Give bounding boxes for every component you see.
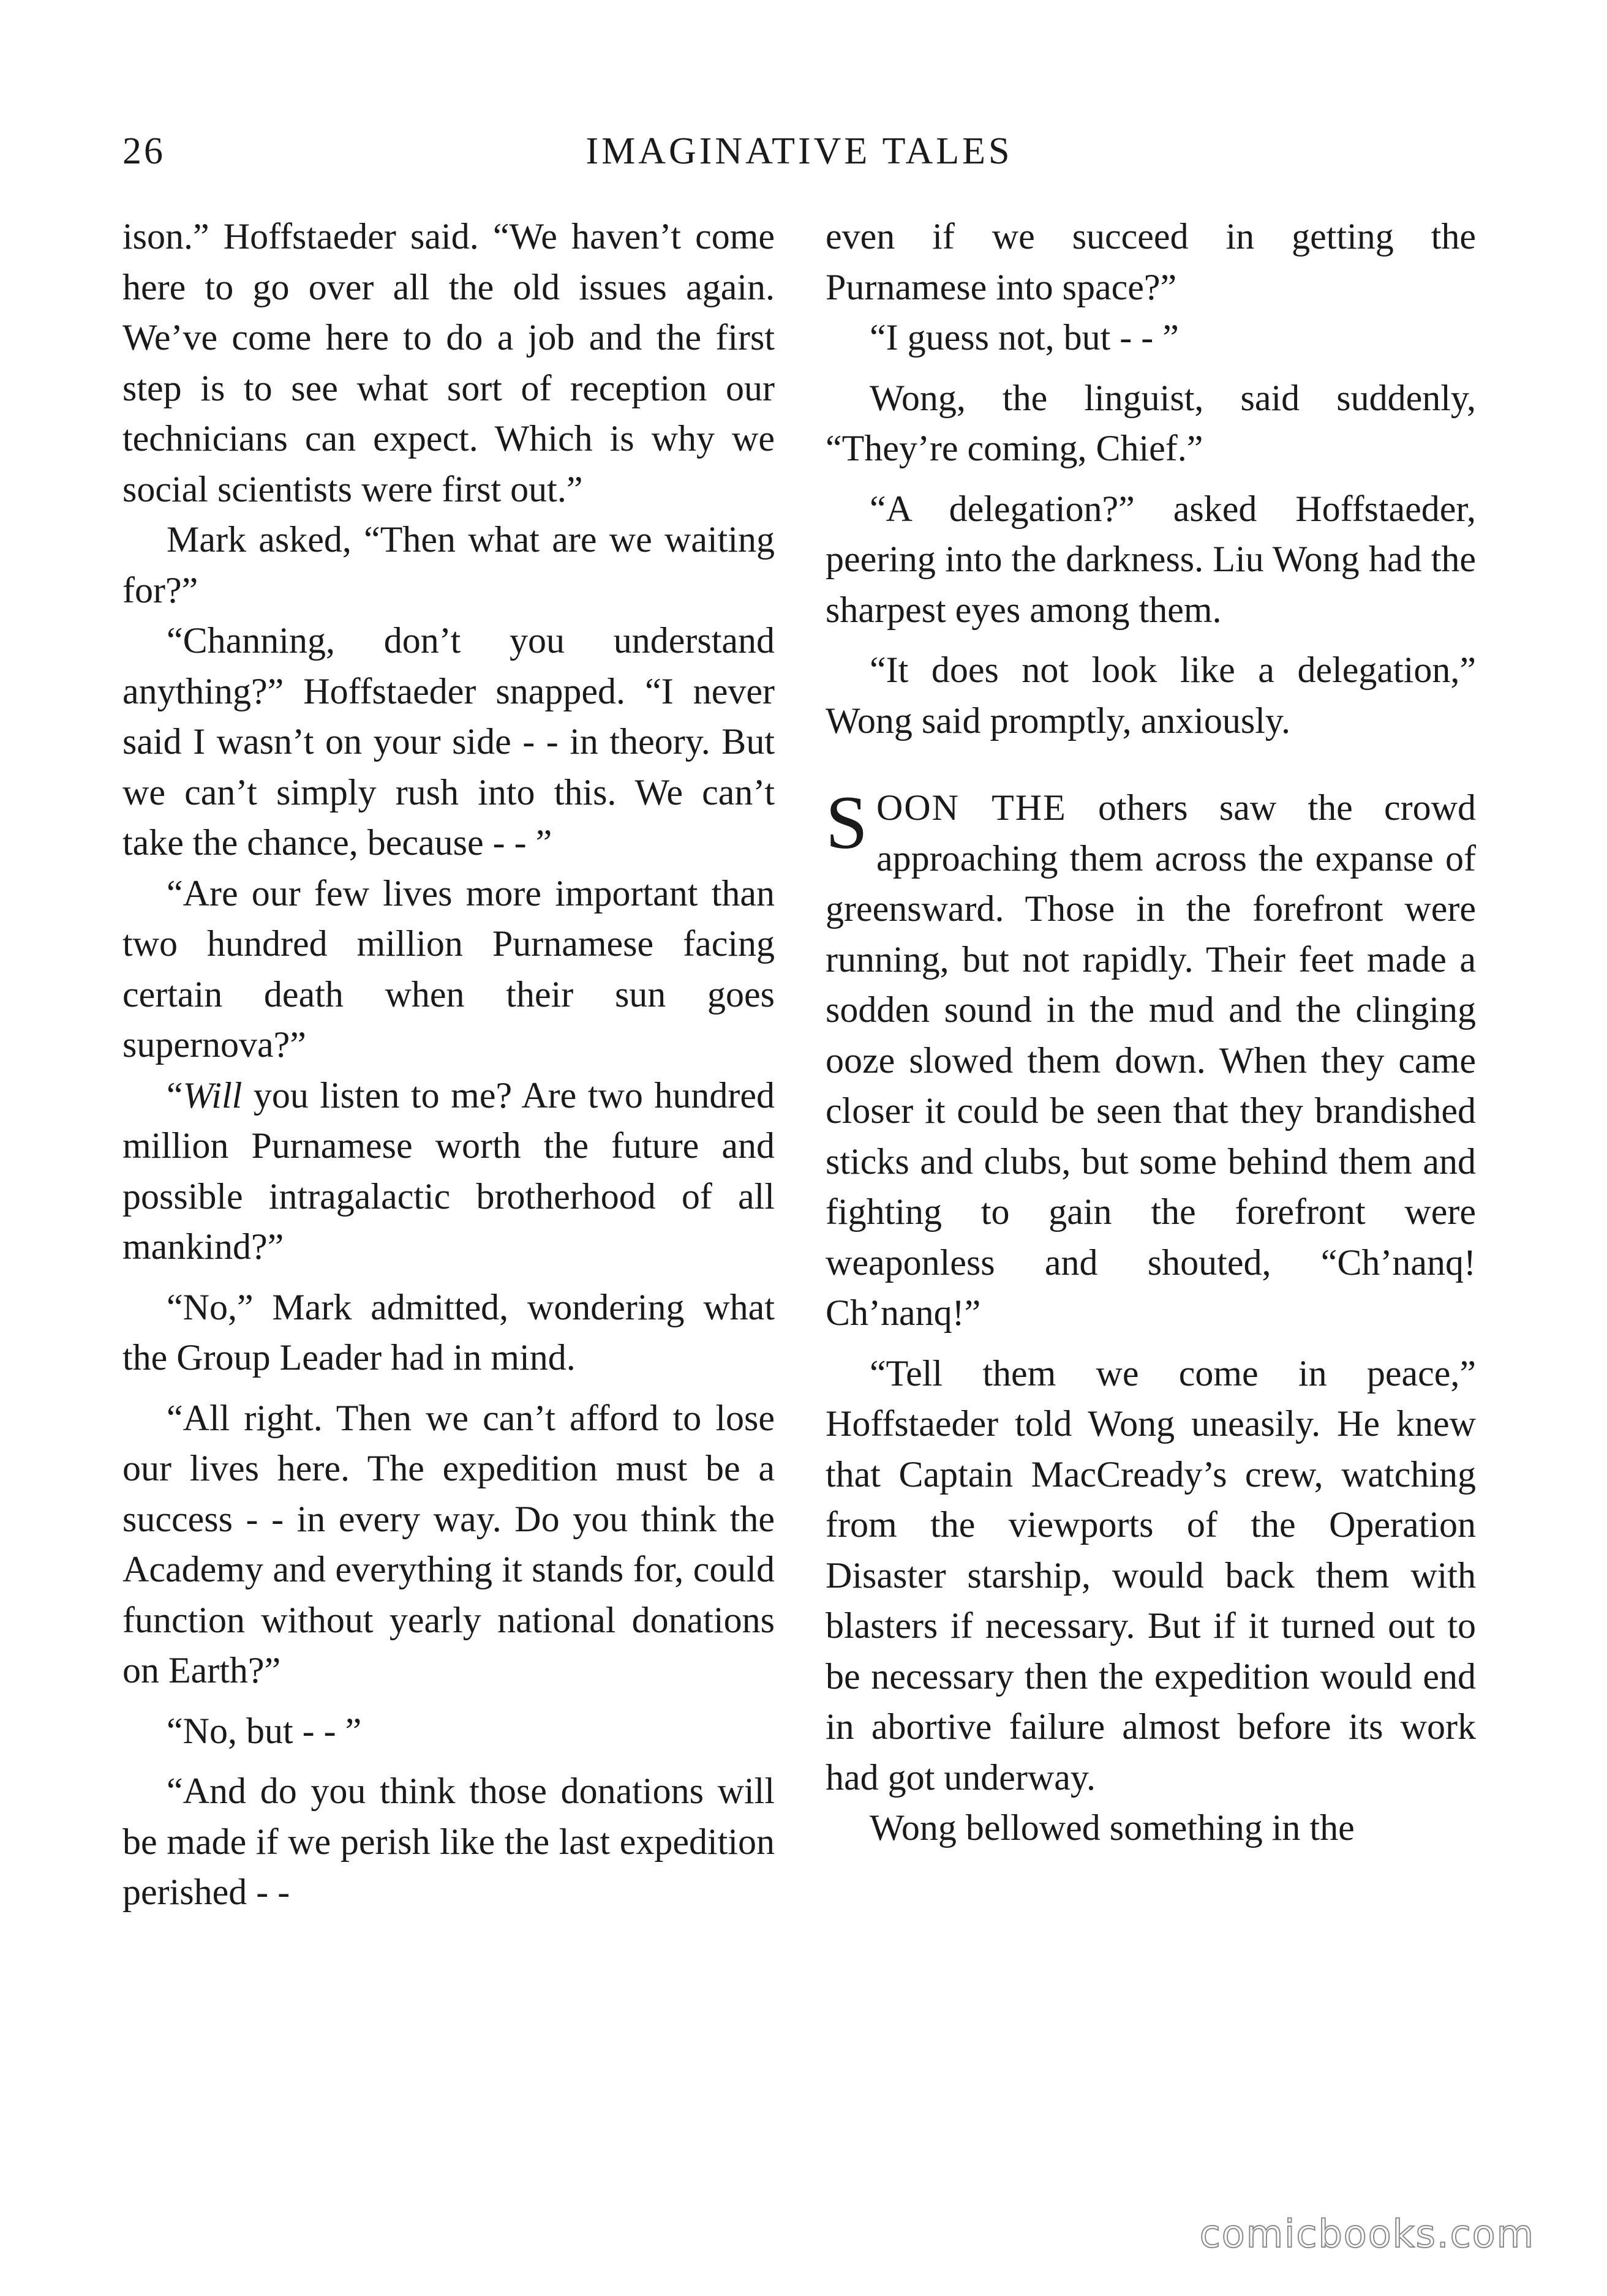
paragraph: “Tell them we come in peace,” Hoffstaeder told Wong uneasily. He knew that Captain MacCready’s crew, watching from the viewports of the Operation Disaster starship, would back them with blasters if necessary. But if it turned out to be necessary then the expedition would end in abortive failure almost before its work had got underway.	[826, 1352, 1476, 1798]
paragraph: Wong bellowed something in the	[870, 1807, 1355, 1848]
paragraph: Mark asked, “Then what are we waiting for?”	[122, 519, 775, 610]
paragraph: “And do you think those donations will be made if we perish like the last expedition perished - -	[122, 1771, 775, 1912]
paragraph-text: others saw the crowd approaching them across the expanse of greensward. Those in the forefront were running, but not rapidly. Their feet made a sodden sound in the mud and the clinging ooze slowed them down. When they came closer it could be seen that they brandished sticks and clubs, but some behind them and fighting to gain the forefront were weaponless and shouted, “Ch’nanq! Ch’nanq!”	[826, 787, 1476, 1333]
paragraph: “A delegation?” asked Hoffstaeder, peering into the darkness. Liu Wong had the sharpest eyes among them.	[826, 488, 1476, 630]
running-title: IMAGINATIVE TALES	[585, 130, 1013, 172]
paragraph: even if we succeed in getting the Purnamese into space?”	[826, 216, 1476, 307]
paragraph: “It does not look like a delegation,” Wong said promptly, anxiously.	[826, 650, 1476, 741]
quote-mark: “	[167, 1075, 183, 1116]
paragraph	[122, 1070, 775, 1272]
paragraph: “All right. Then we can’t afford to lose our lives here. The expedition must be a success - - in every way. Do you think the Academy and everything it stands for, could function without yearly national donations on Earth?”	[122, 1397, 775, 1690]
paragraph: “Are our few lives more important than two hundred million Purnamese facing certain death when their sun goes supernova?”	[122, 872, 775, 1065]
right-column	[826, 211, 1476, 1853]
emphasis: Will	[183, 1075, 243, 1116]
section-opening-paragraph	[826, 782, 1476, 1338]
drop-cap: S	[826, 781, 868, 865]
paragraph: “No, but - - ”	[167, 1710, 362, 1751]
lead-in: OON THE	[876, 787, 1067, 828]
paragraph: “I guess not, but - - ”	[870, 317, 1179, 358]
paragraph: ison.” Hoffstaeder said. “We haven’t come here to go over all the old issues again. We’ve come here to do a job and the first step is to see what sort of reception our technicians can expect. Which is why we social scientists were first out.”	[122, 216, 775, 509]
watermark: comicbooks.com	[1199, 2212, 1535, 2256]
paragraph: “Channing, don’t you understand anything?” Hoffstaeder snapped. “I never said I wasn’t on your side - - in theory. But we can’t simply rush into this. We can’t take the chance, because - - ”	[122, 620, 775, 863]
page-header	[122, 130, 1476, 185]
paragraph-text: you listen to me? Are two hundred million Purnamese worth the future and possible intragalactic brotherhood of all mankind?”	[122, 1075, 775, 1267]
page-number: 26	[122, 130, 165, 172]
paragraph: “No,” Mark admitted, wondering what the Group Leader had in mind.	[122, 1286, 775, 1378]
paragraph: Wong, the linguist, said suddenly, “They’re coming, Chief.”	[826, 377, 1476, 468]
left-column	[122, 211, 775, 1918]
